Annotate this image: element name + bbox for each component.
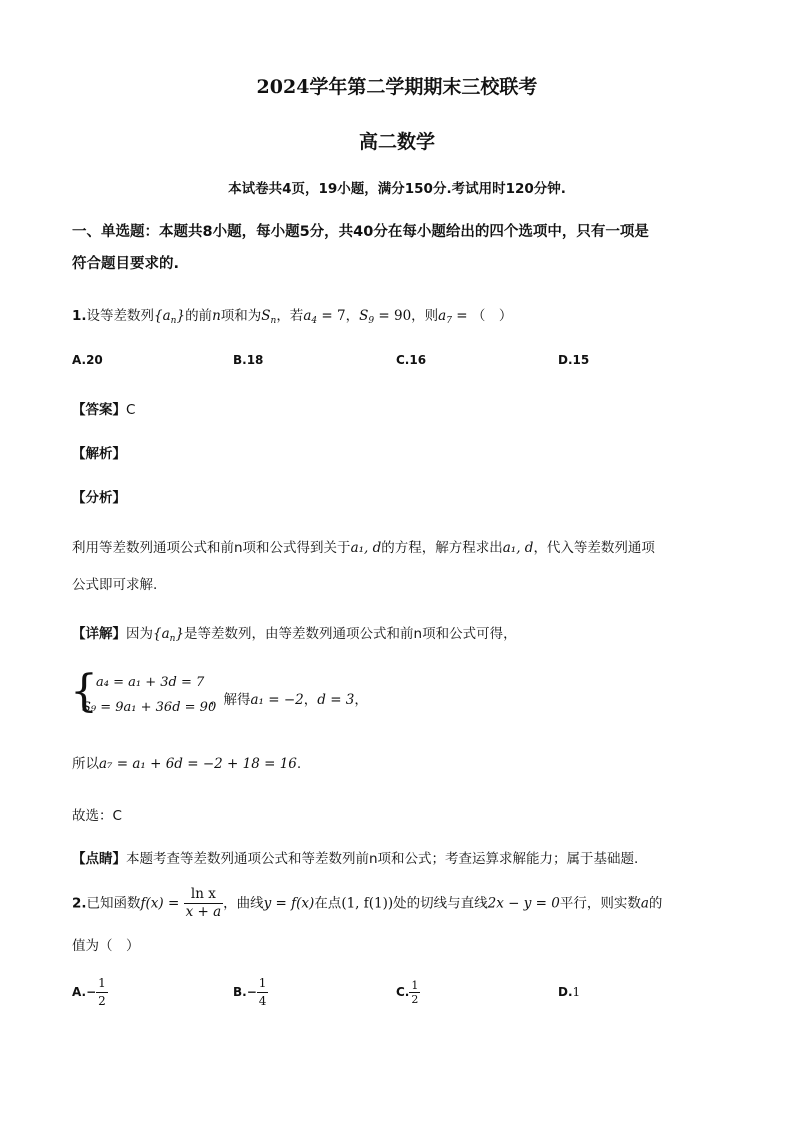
exam-title: 2024学年第二学期期末三校联考 <box>256 76 538 98</box>
equation-2: S₉ = 9a₁ + 36d = 90 <box>82 700 217 715</box>
section-heading-line1: 一、单选题：本题共8小题，每小题5分，共40分在每小题给出的四个选项中，只有一项是 <box>72 224 649 240</box>
question-2-line-2: 值为（ ） <box>72 938 140 954</box>
analysis-label: 【解析】 <box>72 446 126 462</box>
exam-info: 本试卷共4页，19小题，满分150分.考试用时120分钟. <box>228 181 566 197</box>
function-fraction: $\frac{\text{ln x}}{x + a}$ <box>185 886 222 920</box>
detail-line: 【详解】因为$\{a_n\}$是等差数列，由等差数列通项公式和前n项和公式可得， <box>72 626 517 644</box>
answer-line: 【答案】C <box>72 402 136 418</box>
result-line: 所以a₇ = a₁ + 6d = −2 + 18 = 16. <box>72 756 302 772</box>
question-number: 2. <box>72 895 87 912</box>
q2-option-c: C. $\frac{1}{2}$ <box>396 979 419 1006</box>
left-brace: { <box>70 666 98 717</box>
question-1: 1.设等差数列$\{a_n\}$的前n项和为$S_n$，若$a_4 = 7$，$S_9 = 90$，则$a_7$ = （ ） <box>72 308 513 326</box>
equation-1: a₄ = a₁ + 3d = 7 <box>96 675 205 690</box>
fenxi-label: 【分析】 <box>72 490 126 506</box>
section-heading-line2: 符合题目要求的. <box>72 256 180 272</box>
q2-option-b: B.− $\frac{1}{4}$ <box>233 976 267 1008</box>
fenxi-line-1: 利用等差数列通项公式和前n项和公式得到关于a₁, d的方程，解方程求出a₁, d，代入等差数列通项 <box>72 540 655 556</box>
sequence-symbol: $\{a_n\}$ <box>154 308 186 326</box>
comment-line: 【点睛】本题考查等差数列通项公式和等差数列前n项和公式；考查运算求解能力；属于基础题. <box>72 851 639 867</box>
question-number: 1. <box>72 308 87 324</box>
fenxi-line-2: 公式即可求解. <box>72 577 158 593</box>
question-2: 2.已知函数f(x) = $\frac{\text{ln x}}{x + a}$ ，曲线y = f(x)在点(1, f(1))处的切线与直线2x − y = 0平行，则实数a的 <box>72 886 663 920</box>
option-c: C.16 <box>396 353 427 367</box>
q2-option-a: A.− $\frac{1}{2}$ <box>72 976 106 1008</box>
q2-option-d: D.1 <box>558 985 581 999</box>
choose-line: 故选：C <box>72 808 122 824</box>
option-a: A.20 <box>72 353 103 367</box>
subject-title: 高二数学 <box>358 131 435 153</box>
option-b: B.18 <box>233 353 264 367</box>
solve-line: ，解得a₁ = −2，d = 3， <box>210 692 368 708</box>
option-d: D.15 <box>558 353 590 367</box>
